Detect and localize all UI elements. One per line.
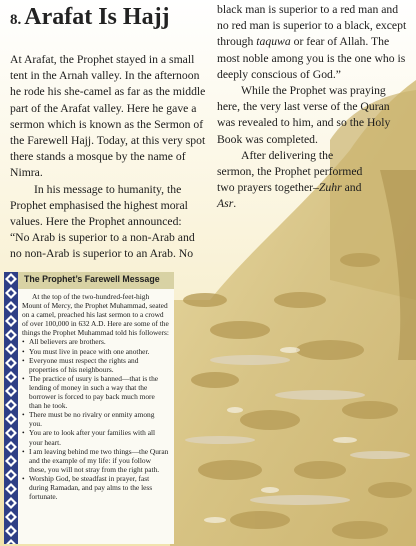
list-item: • Everyone must respect the rights and properties of his neighbours. — [22, 356, 169, 374]
chapter-number: 8. — [10, 12, 22, 28]
box-title-bar — [18, 272, 174, 290]
right-paragraph-3-text-a: After delivering the sermon, the Prophet performed two prayers together– — [217, 148, 363, 195]
box-body — [18, 289, 174, 544]
left-paragraph-1: At Arafat, the Prophet stayed in a small tent in the Arnah valley. In the afternoon he rode his she-camel as far as the middle part of the Arafat valley. Here he gave a sermon which is known as the Sermon of the Farewell Hajj. Today, at this very spot there stands a mosque by the name of Nimra. — [10, 53, 206, 180]
right-paragraph-1-text-c: or fear of Allah. The most noble among you is the one who is deeply conscious of God.” — [217, 35, 406, 81]
right-paragraph-1-text-a: black man is superior to a red man and no red man is superior to a black, except through — [217, 3, 407, 49]
box-intro: At the top of the two-hundred-feet-high Mount of Mercy, the Prophet Muhammad, seated on a camel, preached his last sermon to a crowd of over 100,000 in 632 A.D. Here are some of the things the Prophet Muhammad told his followers: — [22, 292, 169, 338]
left-text-column — [10, 52, 206, 263]
right-paragraph-3-and: and — [341, 181, 362, 195]
list-item: • Worship God, be steadfast in prayer, fast during Ramadan, and pay alms to the less fortunate. — [22, 474, 169, 501]
right-paragraph-3 — [217, 148, 365, 213]
right-paragraph-3-period: . — [233, 197, 237, 211]
farewell-message-list — [22, 337, 169, 501]
left-paragraph-3: “No Arab is superior to a non-Arab and no non-Arab is superior to an Arab. No — [10, 231, 195, 261]
farewell-message-box — [4, 272, 172, 544]
geometric-border-pattern — [4, 272, 18, 544]
right-paragraph-2: While the Prophet was praying here, the very last verse of the Quran was revealed to him, and so the Holy Book was completed. — [217, 84, 391, 146]
right-paragraph-1-taquwa: taquwa — [256, 35, 291, 49]
chapter-title — [10, 4, 170, 31]
chapter-title-text: Arafat Is Hajj — [24, 4, 170, 30]
right-text-column — [217, 2, 409, 213]
list-item: • I am leaving behind me two things—the Quran and the example of my life: if you follow these, you will not stray from the right path. — [22, 447, 169, 474]
right-paragraph-3-zuhr: Zuhr — [318, 181, 342, 195]
left-paragraph-2: In his message to humanity, the Prophet emphasised the highest moral values. Here the Prophet announced: — [10, 182, 188, 229]
right-paragraph-3-asr: Asr — [217, 197, 234, 211]
right-paragraph-1 — [217, 2, 409, 83]
list-item: • There must be no rivalry or enmity among you. — [22, 410, 169, 428]
list-item: • You are to look after your families with all your heart. — [22, 428, 169, 446]
box-title: The Prophet’s Farewell Message — [24, 274, 160, 284]
list-item: • All believers are brothers. — [22, 337, 169, 346]
list-item: • The practice of usury is banned—that is the lending of money in such a way that the borrower is forced to pay back much more than he took. — [22, 374, 169, 410]
list-item: • You must live in peace with one another. — [22, 347, 169, 356]
